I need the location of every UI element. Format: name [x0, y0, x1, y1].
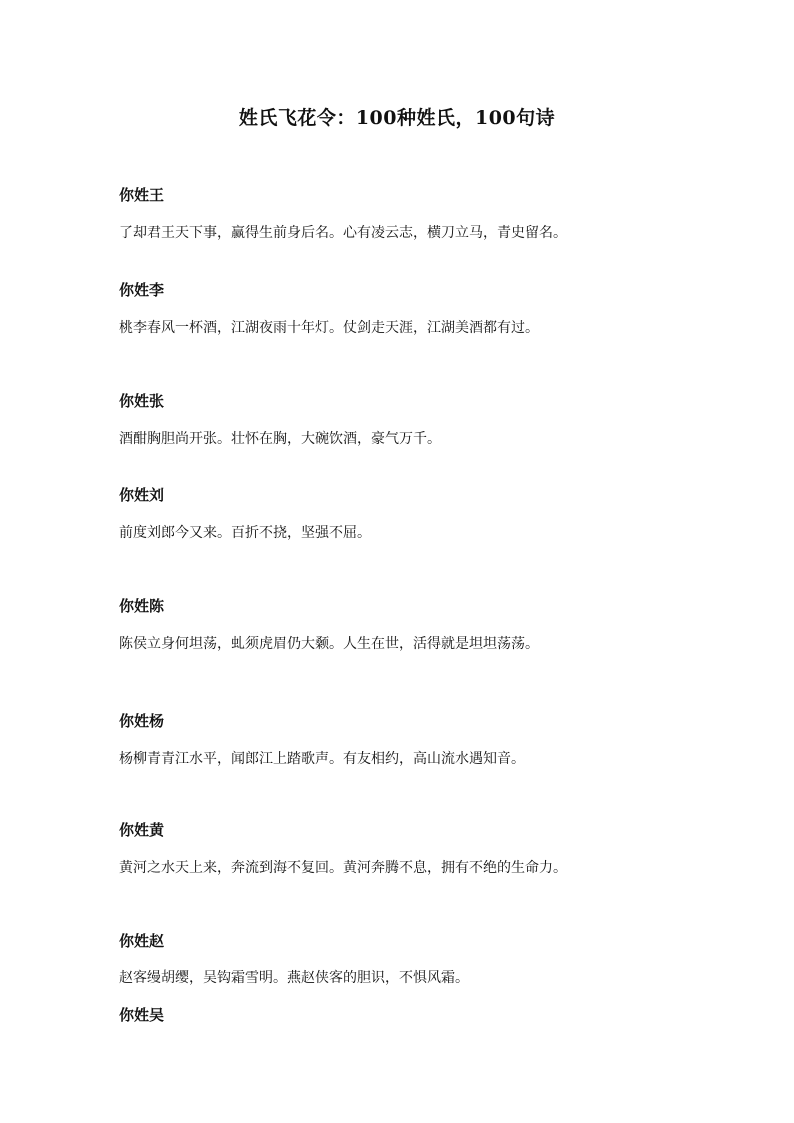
section-text-yang: 杨柳青青江水平，闻郎江上踏歌声。有友相约，高山流水遇知音。	[119, 751, 525, 767]
section-text-huang: 黄河之水天上来，奔流到海不复回。黄河奔腾不息，拥有不绝的生命力。	[119, 860, 567, 876]
section-text-liu: 前度刘郎今又来。百折不挠，坚强不屈。	[119, 525, 371, 541]
section-text-wang: 了却君王天下事，赢得生前身后名。心有凌云志，横刀立马，青史留名。	[119, 225, 567, 241]
section-heading-zhao: 你姓赵	[119, 932, 165, 950]
section-heading-huang: 你姓黄	[119, 821, 165, 839]
section-heading-zhang: 你姓张	[119, 392, 165, 410]
section-text-li: 桃李春风一杯酒，江湖夜雨十年灯。仗剑走天涯，江湖美酒都有过。	[119, 320, 539, 336]
section-heading-wang: 你姓王	[119, 186, 165, 204]
section-heading-chen: 你姓陈	[119, 597, 165, 615]
section-heading-li: 你姓李	[119, 281, 165, 299]
section-text-zhao: 赵客缦胡缨，吴钩霜雪明。燕赵侠客的胆识，不惧风霜。	[119, 970, 469, 986]
page-title: 姓氏飞花令：100种姓氏，100句诗	[238, 107, 556, 129]
section-text-chen: 陈侯立身何坦荡，虬须虎眉仍大颡。人生在世，活得就是坦坦荡荡。	[119, 636, 539, 652]
section-heading-liu: 你姓刘	[119, 486, 165, 504]
section-text-zhang: 酒酣胸胆尚开张。壮怀在胸，大碗饮酒，豪气万千。	[119, 431, 441, 447]
section-heading-yang: 你姓杨	[119, 712, 165, 730]
section-heading-wu: 你姓吴	[119, 1006, 165, 1024]
